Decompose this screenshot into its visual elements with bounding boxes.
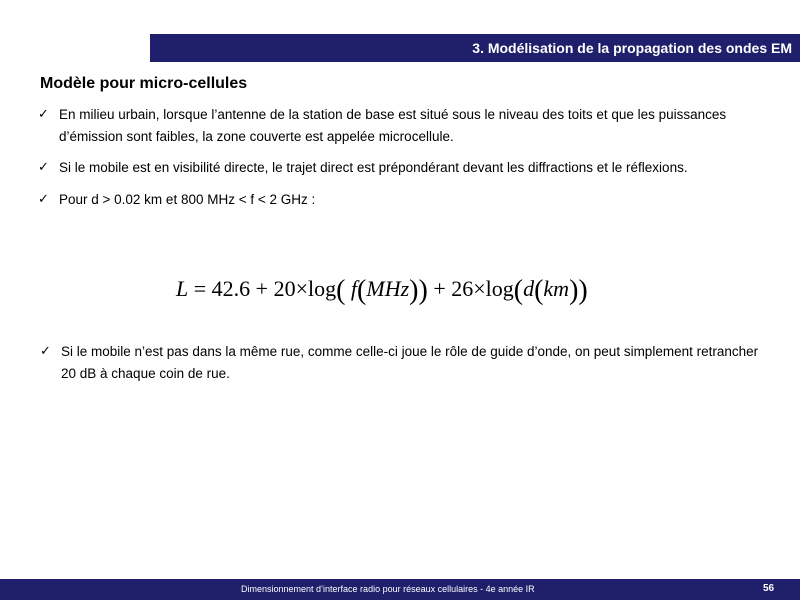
- formula-eq: = 42.6 + 20×log: [188, 276, 337, 301]
- bullet-text-2: Si le mobile est en visibilité directe, le trajet direct est prépondérant devant les diffractions et le réflexions.: [59, 160, 688, 175]
- formula-var2: d: [523, 276, 535, 301]
- check-icon: ✓: [38, 160, 49, 175]
- bullet-item-3: [38, 189, 438, 211]
- check-icon: ✓: [38, 192, 49, 207]
- slide-title: 3. Modélisation de la propagation des ondes EM: [472, 40, 792, 56]
- bullet-item-4: [40, 341, 760, 385]
- bullet-item-2: [38, 157, 768, 179]
- formula-var1: f: [350, 276, 358, 301]
- formula-unit2: km: [543, 276, 570, 301]
- footer-course-title: Dimensionnement d’interface radio pour réseaux cellulaires - 4e année IR: [241, 584, 535, 594]
- check-icon: ✓: [38, 107, 49, 122]
- section-heading: Modèle pour micro-cellules: [40, 75, 248, 92]
- formula-lhs: L: [176, 276, 189, 301]
- page-number: 56: [763, 583, 775, 594]
- bullet-text-4: Si le mobile n’est pas dans la même rue, comme celle-ci joue le rôle de guide d’onde, on peut simplement retrancher 20 dB à chaque coin de rue.: [61, 344, 759, 381]
- formula-mid: + 26×log: [427, 276, 514, 301]
- check-icon: ✓: [40, 344, 51, 359]
- header-bar: [150, 34, 800, 62]
- bullet-text-1: En milieu urbain, lorsque l’antenne de la station de base est situé sous le niveau des toits et que les puissances d’émission sont faibles, la zone couverte est appelée microcellule.: [59, 107, 727, 144]
- footer-bar: [0, 579, 800, 600]
- formula-unit1: MHz: [366, 276, 410, 301]
- bullet-item-1: [38, 104, 738, 148]
- path-loss-formula: L = 42.6 + 20×log( f(MHz)) + 26×log(d(km)): [176, 275, 588, 306]
- bullet-text-3: Pour d > 0.02 km et 800 MHz < f < 2 GHz :: [59, 192, 316, 207]
